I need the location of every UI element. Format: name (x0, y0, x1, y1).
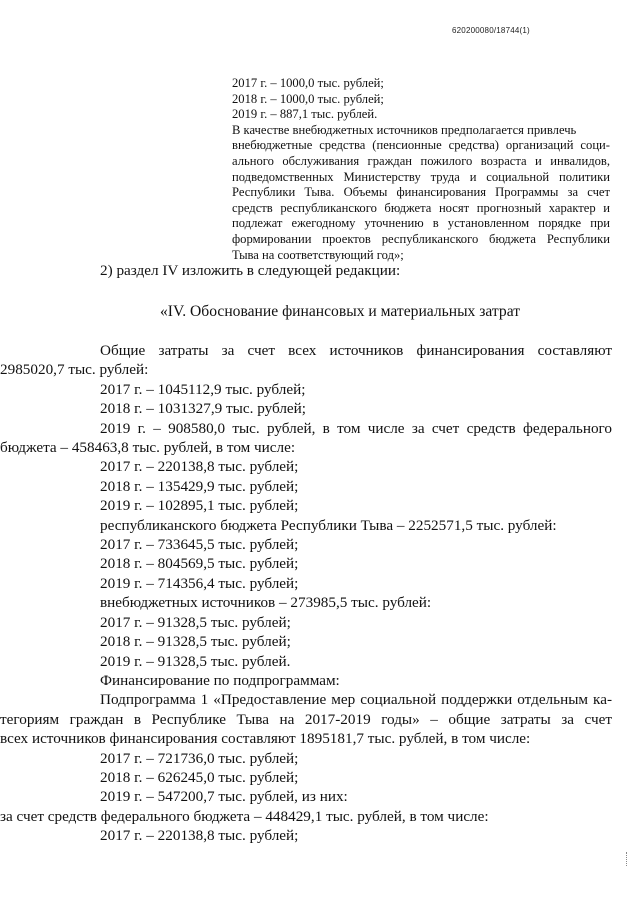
scan-mark (626, 852, 630, 866)
text-line: 2019 г. – 91328,5 тыс. рублей. (100, 652, 291, 670)
text-line: 2019 г. – 547200,7 тыс. рублей, из них: (100, 788, 348, 806)
funding-continuation-block (232, 76, 610, 263)
text-line: 2017 г. – 220138,8 тыс. рублей; (100, 458, 299, 476)
text-line: Республики Тыва. Объемы финансирования Программы за счет (232, 185, 610, 200)
text-line: 2018 г. – 135429,9 тыс. рублей; (100, 477, 299, 495)
text-line: 2019 г. – 887,1 тыс. рублей. (232, 107, 378, 122)
text-line: Подпрограмма 1 «Предоставление мер социальной поддержки отдельным ка- (100, 691, 612, 709)
text-line: 2017 г. – 220138,8 тыс. рублей; (100, 827, 299, 845)
text-line: внебюджетные средства (пенсионные средства) организаций соци- (232, 138, 610, 153)
text-line: Финансирование по подпрограммам: (100, 671, 340, 689)
text-line: 2017 г. – 733645,5 тыс. рублей; (100, 536, 299, 554)
text-line: 2018 г. – 91328,5 тыс. рублей; (100, 633, 291, 651)
text-line: 2017 г. – 1045112,9 тыс. рублей; (100, 380, 306, 398)
text-line: 2017 г. – 721736,0 тыс. рублей; (100, 749, 299, 767)
document-code: 620200080/18744(1) (452, 26, 530, 35)
text-line: 2985020,7 тыс. рублей: (0, 361, 149, 379)
text-line: Общие затраты за счет всех источников финансирования составляют (100, 342, 612, 359)
text-line: В качестве внебюджетных источников предполагается привлечь (232, 122, 577, 137)
amendment-item-2: 2) раздел IV изложить в следующей редакции: (100, 262, 401, 279)
text-line: 2017 г. – 1000,0 тыс. рублей; (232, 76, 384, 90)
text-line: подлежат ежегодному уточнению в установленном порядке при (232, 216, 610, 231)
text-line: подведомственных Министерству труда и социальной политики (232, 169, 610, 184)
section-title: «IV. Обоснование финансовых и материальных затрат (160, 303, 521, 320)
text-line: ального обслуживания граждан пожилого возраста и инвалидов, (232, 153, 610, 168)
text-line: 2019 г. – 102895,1 тыс. рублей; (100, 497, 299, 515)
text-line: 2018 г. – 804569,5 тыс. рублей; (100, 555, 299, 573)
text-line: 2018 г. – 1000,0 тыс. рублей; (232, 91, 384, 106)
text-line: бюджета – 458463,8 тыс. рублей, в том числе: (0, 439, 296, 457)
text-line: республиканского бюджета Республики Тыва – 2252571,5 тыс. рублей: (100, 516, 557, 534)
text-line: формировании проектов республиканского бюджета Республики (232, 231, 610, 246)
text-line: средств республиканского бюджета носят прогнозный характер и (232, 200, 610, 215)
text-line: внебюджетных источников – 273985,5 тыс. рублей: (100, 594, 432, 612)
text-line: 2018 г. – 626245,0 тыс. рублей; (100, 768, 299, 786)
text-line: Тыва на соответствующий год»; (232, 247, 404, 262)
section-body (0, 341, 612, 846)
text-line: тегориям граждан в Республике Тыва на 2017-2019 годы» – общие затраты за счет (0, 710, 612, 728)
text-line: 2018 г. – 1031327,9 тыс. рублей; (100, 400, 306, 418)
text-line: всех источников финансирования составляют 1895181,7 тыс. рублей, в том числе: (0, 730, 531, 748)
text-line: за счет средств федерального бюджета – 448429,1 тыс. рублей, в том числе: (0, 807, 489, 825)
text-line: 2017 г. – 91328,5 тыс. рублей; (100, 613, 291, 631)
text-line: 2019 г. – 714356,4 тыс. рублей; (100, 574, 299, 592)
text-line: 2019 г. – 908580,0 тыс. рублей, в том числе за счет средств федерального (100, 419, 612, 437)
